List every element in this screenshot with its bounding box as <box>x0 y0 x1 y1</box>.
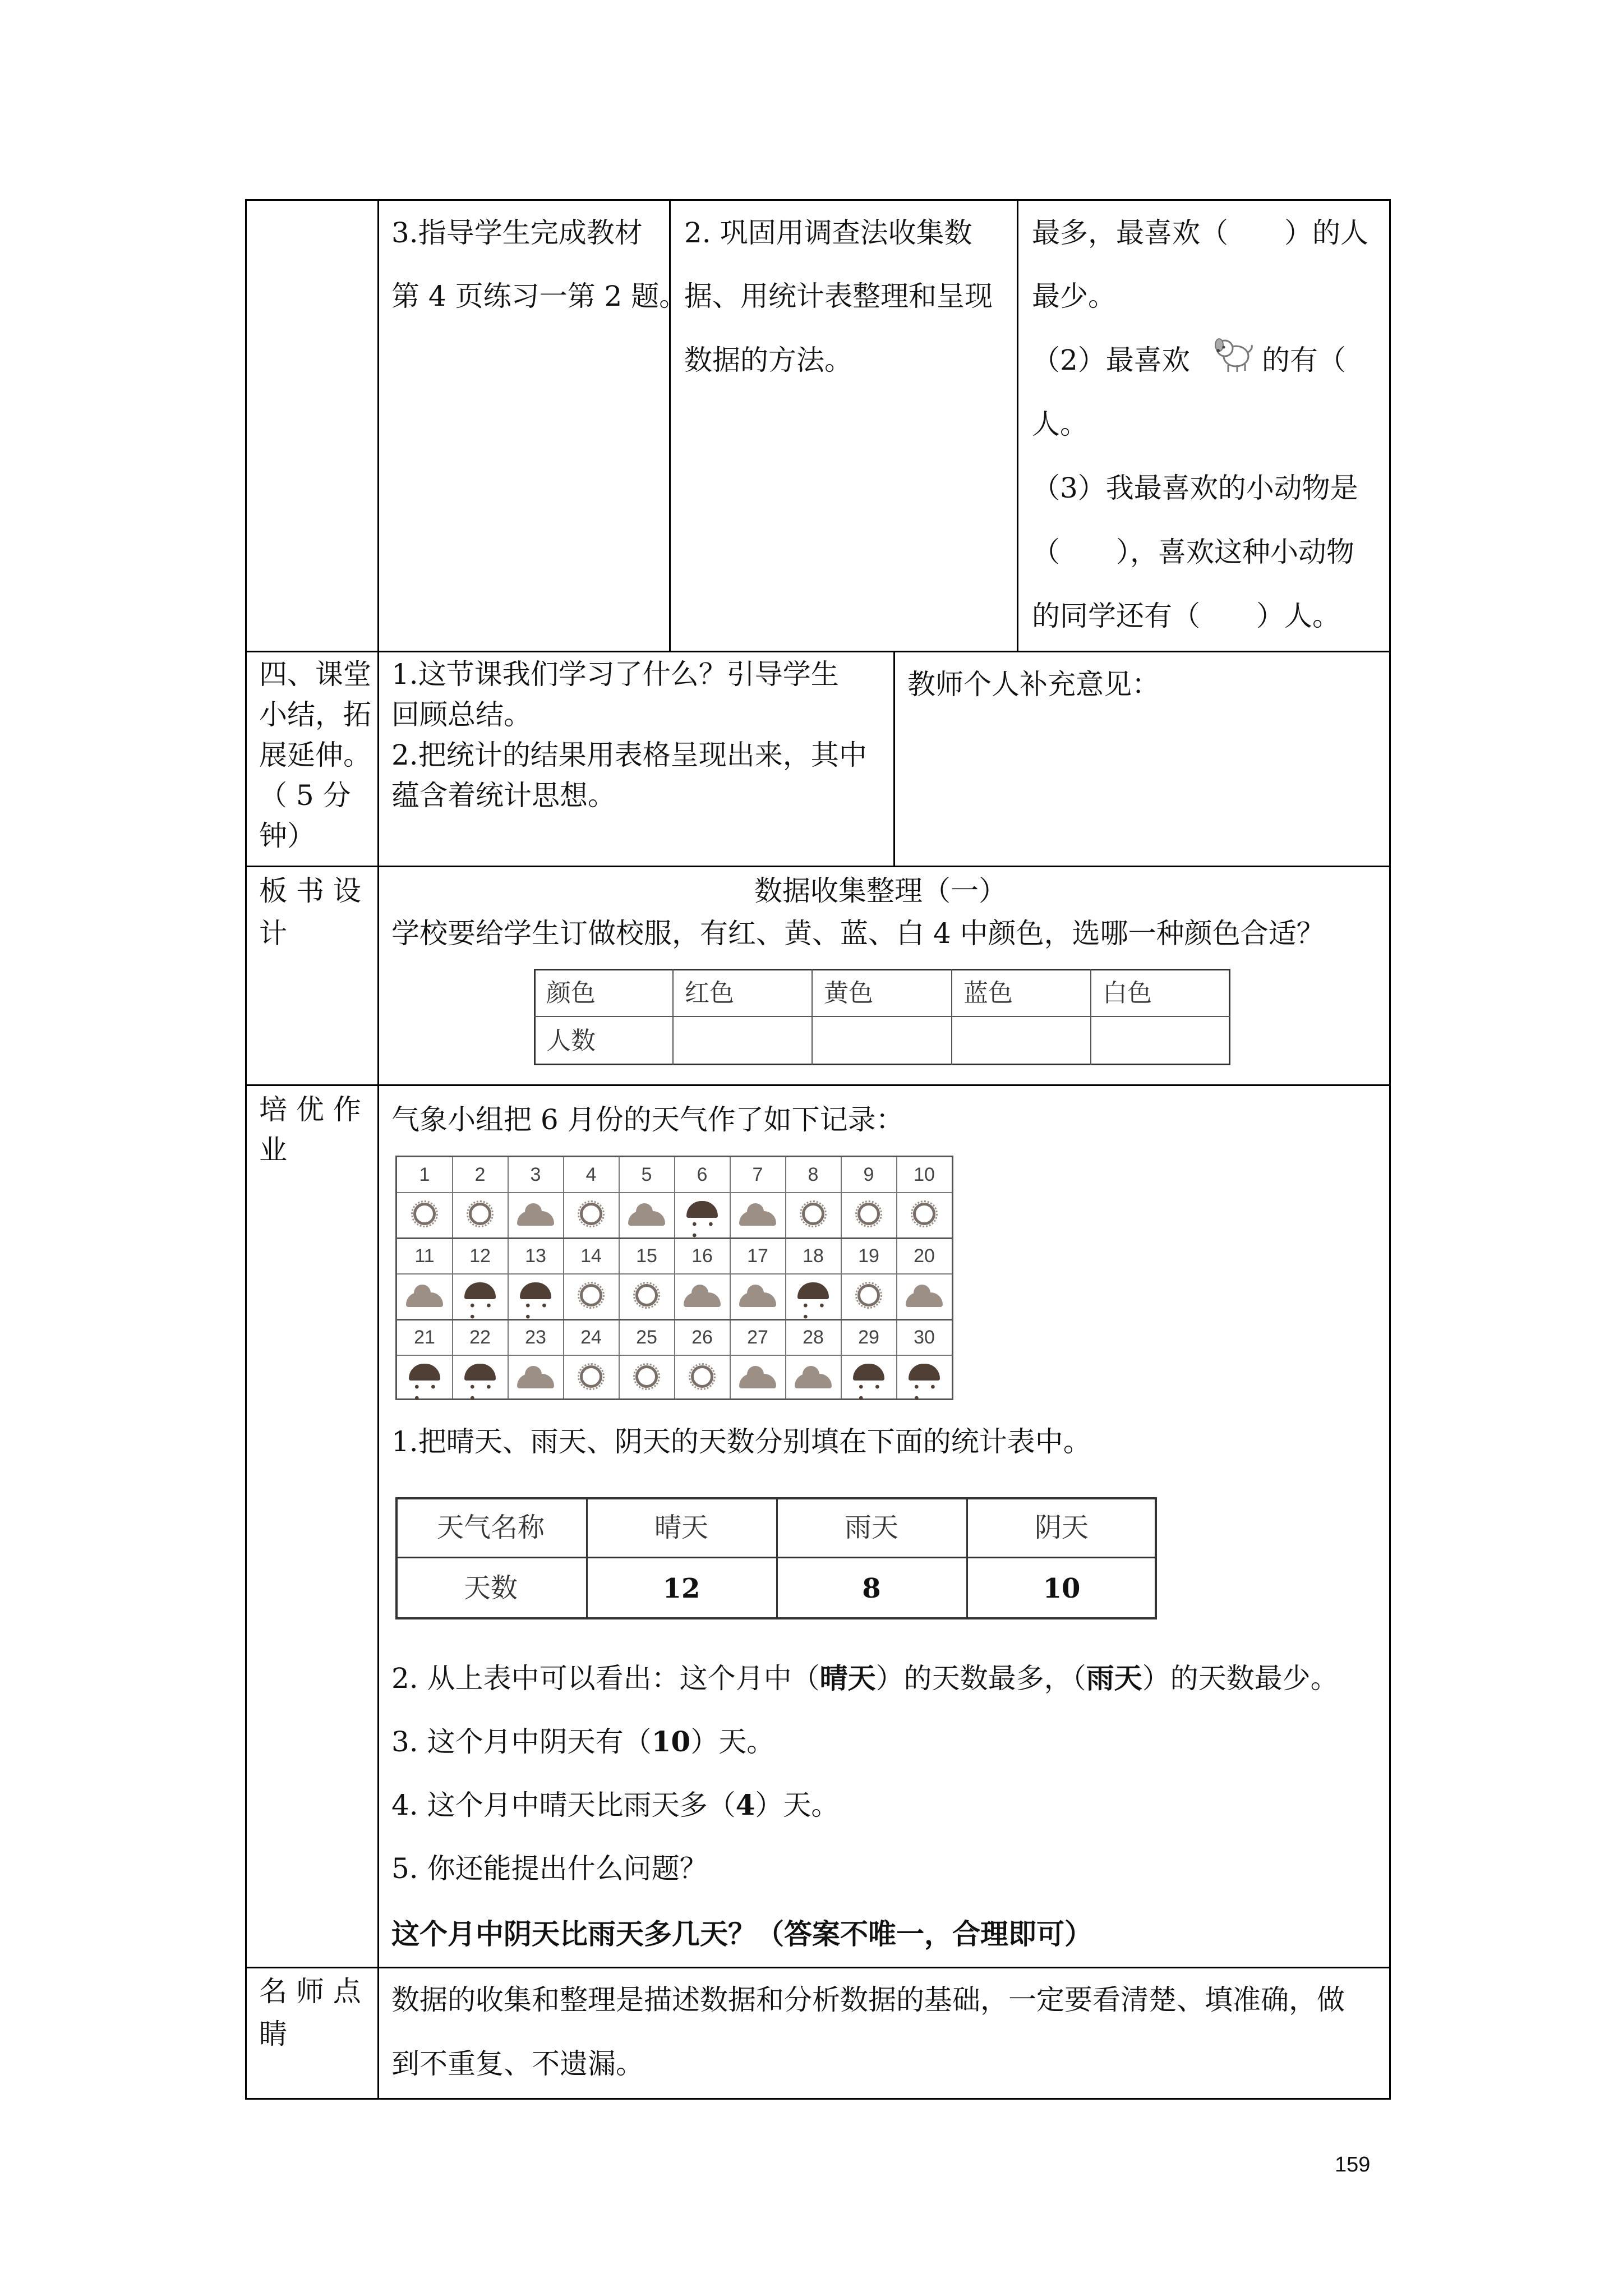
weather-day-number: 29 <box>858 1327 879 1348</box>
grid-column-line <box>508 1157 509 1398</box>
row1-divider-b <box>1017 199 1018 652</box>
rain-icon <box>686 1201 718 1218</box>
table-border-bottom <box>245 2098 1391 2100</box>
sun-icon <box>469 1203 491 1225</box>
rain-icon <box>853 1364 884 1381</box>
stats-value-cloudy: 10 <box>1043 1573 1081 1604</box>
cloud-icon <box>517 1211 554 1226</box>
table-divider-1 <box>245 651 1391 652</box>
q2-answer-most: 晴天 <box>819 1662 876 1695</box>
text-line: 数据的收集和整理是描述数据和分析数据的基础，一定要看清楚、填准确，做 <box>391 1984 1345 2016</box>
cloud-icon <box>906 1292 943 1307</box>
label-line: 名 师 点 <box>259 1975 361 2008</box>
sun-icon <box>580 1365 602 1388</box>
text-line: 回顾总结。 <box>391 698 532 731</box>
page-number: 159 <box>1335 2153 1371 2177</box>
sun-icon <box>580 1284 602 1306</box>
q3-answer: 10 <box>651 1725 691 1758</box>
q4-text: ）天。 <box>755 1789 840 1821</box>
stats-table-header: 晴天 <box>654 1513 708 1543</box>
stats-value-rainy: 8 <box>862 1573 881 1604</box>
text-line: 最少。 <box>1032 280 1116 312</box>
grid-column-line <box>452 1157 453 1398</box>
q4-answer: 4 <box>735 1788 755 1821</box>
weather-day-number: 21 <box>414 1327 435 1348</box>
sun-icon <box>913 1203 935 1225</box>
text-line: 蕴含着统计思想。 <box>391 779 616 812</box>
cloud-icon <box>795 1374 832 1388</box>
text-line: 2.把统计的结果用表格呈现出来，其中 <box>391 739 867 771</box>
rain-icon <box>464 1364 496 1381</box>
weather-day-number: 1 <box>419 1164 430 1185</box>
q2-answer-least: 雨天 <box>1086 1662 1142 1695</box>
color-table-header: 红色 <box>685 979 734 1007</box>
weather-day-number: 6 <box>697 1164 708 1185</box>
table-border-left <box>245 199 247 2100</box>
grid-column-line <box>674 1157 675 1398</box>
weather-day-number: 5 <box>641 1164 652 1185</box>
color-table-header: 黄色 <box>824 979 873 1007</box>
weather-day-number: 8 <box>808 1164 819 1185</box>
cloud-icon <box>684 1292 721 1307</box>
table-divider-4 <box>245 1967 1391 1968</box>
weather-day-number: 3 <box>530 1164 541 1185</box>
text-line: 的同学还有（ ）人。 <box>1032 600 1340 632</box>
q3-text: ）天。 <box>690 1726 775 1758</box>
rain-icon <box>409 1364 440 1381</box>
weather-day-number: 18 <box>803 1245 824 1267</box>
text-line: 1.这节课我们学习了什么？引导学生 <box>391 658 839 691</box>
weather-day-number: 20 <box>914 1245 935 1267</box>
question-5: 5. 你还能提出什么问题？ <box>391 1852 708 1885</box>
sun-icon <box>635 1284 658 1306</box>
weather-day-number: 22 <box>469 1327 491 1348</box>
weather-day-number: 12 <box>469 1245 491 1267</box>
text-line: 第 4 页练习一第 2 题。 <box>391 280 688 312</box>
question-3 <box>391 1725 774 1759</box>
cloud-icon <box>406 1292 443 1307</box>
weather-day-number: 11 <box>414 1245 435 1267</box>
weather-intro: 气象小组把 6 月份的天气作了如下记录： <box>391 1103 904 1136</box>
text-line: 2. 巩固用调查法收集数 <box>684 217 972 249</box>
weather-day-number: 23 <box>525 1327 546 1348</box>
grid-column-line <box>563 1157 564 1398</box>
color-table-header: 蓝色 <box>963 979 1013 1007</box>
q3-text: 3. 这个月中阴天有（ <box>391 1726 652 1758</box>
q2-text: ）的天数最多，（ <box>875 1662 1086 1695</box>
sun-icon <box>857 1284 880 1306</box>
text-line: 最多，最喜欢（ ）的人 <box>1032 217 1368 249</box>
color-table-header: 白色 <box>1103 979 1152 1007</box>
question-1: 1.把晴天、雨天、阴天的天数分别填在下面的统计表中。 <box>391 1425 1091 1458</box>
grid-column-line <box>785 1157 786 1398</box>
text-line: 人。 <box>1032 408 1088 440</box>
q2-text: 2. 从上表中可以看出：这个月中（ <box>391 1662 820 1695</box>
grid-column-line <box>730 1157 731 1398</box>
cloud-icon <box>739 1292 776 1307</box>
label-line: 板 书 设 <box>259 875 361 907</box>
grid-block-line <box>397 1237 952 1239</box>
cloud-icon <box>739 1374 776 1388</box>
q4-text: 4. 这个月中晴天比雨天多（ <box>391 1789 736 1821</box>
table-column-divider <box>377 199 379 2100</box>
grid-column-line <box>896 1157 897 1398</box>
grid-block-line <box>397 1319 952 1320</box>
grid-column-line <box>619 1157 620 1398</box>
weather-day-number: 24 <box>580 1327 602 1348</box>
grid-row-line <box>397 1355 952 1356</box>
text-line: 的有（ <box>1262 344 1346 376</box>
text-line: 到不重复、不遗漏。 <box>391 2047 644 2080</box>
grid-row-line <box>397 1273 952 1274</box>
board-question: 学校要给学生订做校服，有红、黄、蓝、白 4 中颜色，选哪一种颜色合适？ <box>391 917 1325 950</box>
label-line: （ 5 分 <box>259 779 351 812</box>
weather-day-number: 4 <box>585 1164 597 1185</box>
rain-icon <box>520 1282 551 1299</box>
label-line: 小结，拓 <box>259 698 371 731</box>
sun-icon <box>413 1203 436 1225</box>
table-border-top <box>245 199 1391 201</box>
text-line: （3）我最喜欢的小动物是 <box>1032 472 1358 504</box>
weather-day-number: 7 <box>752 1164 763 1185</box>
text-line: 3.指导学生完成教材 <box>391 217 643 249</box>
row2-divider <box>893 651 895 867</box>
weather-day-number: 19 <box>858 1245 879 1267</box>
table-divider-2 <box>245 866 1391 867</box>
stats-table-row-label: 天数 <box>463 1573 518 1603</box>
label-line: 培 优 作 <box>259 1093 361 1126</box>
cloud-icon <box>628 1211 665 1226</box>
table-divider-3 <box>245 1084 1391 1086</box>
label-line: 钟） <box>259 820 315 852</box>
row1-divider-a <box>669 199 671 652</box>
board-title: 数据收集整理（一） <box>754 875 1007 907</box>
cloud-icon <box>517 1374 554 1388</box>
weather-day-number: 16 <box>691 1245 713 1267</box>
stats-table-header: 天气名称 <box>436 1513 545 1543</box>
weather-day-number: 30 <box>914 1327 935 1348</box>
sun-icon <box>802 1203 824 1225</box>
weather-day-number: 15 <box>636 1245 657 1267</box>
label-line: 展延伸。 <box>259 739 371 771</box>
label-line: 睛 <box>259 2018 287 2050</box>
rain-icon <box>909 1364 940 1381</box>
weather-day-number: 28 <box>803 1327 824 1348</box>
weather-day-number: 26 <box>691 1327 713 1348</box>
stats-table-header: 阴天 <box>1034 1513 1089 1543</box>
weather-day-number: 17 <box>747 1245 768 1267</box>
weather-day-number: 9 <box>863 1164 874 1185</box>
text-line: （2）最喜欢 <box>1032 344 1190 376</box>
question-4 <box>391 1788 839 1822</box>
color-table-header: 颜色 <box>546 979 596 1007</box>
weather-day-number: 25 <box>636 1327 657 1348</box>
label-line: 业 <box>259 1134 287 1166</box>
label-line: 四、课堂 <box>259 658 371 691</box>
sun-icon <box>635 1365 658 1388</box>
stats-value-sunny: 12 <box>662 1573 700 1604</box>
answer-text: 这个月中阴天比雨天多几天？（答案不唯一，合理即可） <box>391 1917 1092 1950</box>
cloud-icon <box>739 1211 776 1226</box>
sun-icon <box>580 1203 602 1225</box>
weather-day-number: 2 <box>474 1164 486 1185</box>
weather-grid <box>395 1156 953 1400</box>
text-line: （ ），喜欢这种小动物 <box>1032 536 1354 568</box>
text-line: 据、用统计表整理和呈现 <box>684 280 993 312</box>
question-2 <box>391 1662 1339 1695</box>
stats-table-header: 雨天 <box>844 1513 898 1543</box>
rain-icon <box>797 1282 829 1299</box>
text-line: 数据的方法。 <box>684 344 852 376</box>
table-border-right <box>1389 199 1391 2100</box>
dog-icon <box>1211 334 1256 379</box>
grid-row-line <box>397 1192 952 1193</box>
sun-icon <box>857 1203 880 1225</box>
weather-day-number: 14 <box>580 1245 602 1267</box>
weather-day-number: 27 <box>747 1327 768 1348</box>
color-table-row-label: 人数 <box>546 1027 596 1055</box>
weather-day-number: 13 <box>525 1245 546 1267</box>
q2-text: ）的天数最少。 <box>1142 1662 1339 1695</box>
rain-icon <box>464 1282 496 1299</box>
grid-column-line <box>841 1157 842 1398</box>
label-line: 计 <box>259 917 287 950</box>
sun-icon <box>691 1365 713 1388</box>
teacher-note: 教师个人补充意见： <box>907 668 1160 701</box>
weather-day-number: 10 <box>914 1164 935 1185</box>
